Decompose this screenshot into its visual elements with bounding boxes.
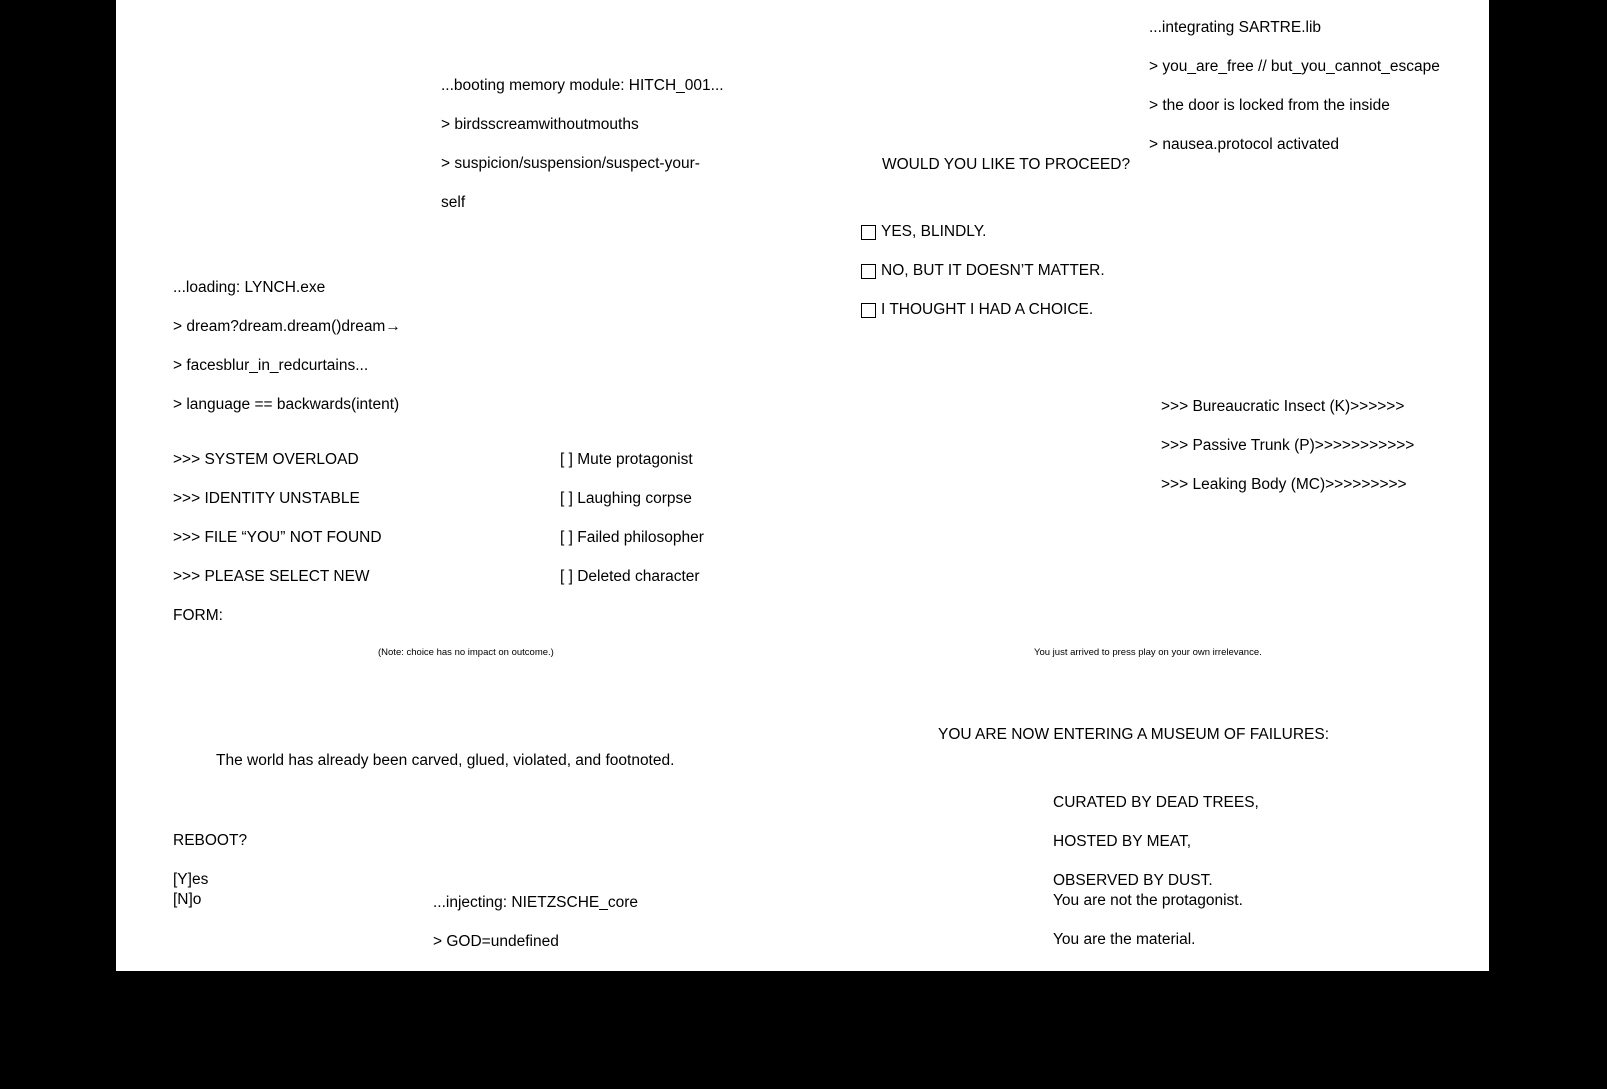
option-label: YES, BLINDLY.: [881, 223, 987, 240]
option-label: I THOUGHT I HAD A CHOICE.: [881, 301, 1094, 318]
forms-list: [1161, 377, 1414, 514]
checkbox-icon[interactable]: [861, 303, 876, 318]
world-statement: The world has already been carved, glued, violated, and footnoted.: [216, 752, 675, 769]
log-line: > abyss.abyss.abyss.gazes(): [433, 1050, 633, 1068]
system-log: [173, 430, 382, 646]
museum-title: YOU ARE NOW ENTERING A MUSEUM OF FAILURES:: [938, 726, 1330, 743]
option-no-doesnt-matter[interactable]: [861, 261, 1105, 280]
log-line: >>> SYSTEM OVERLOAD: [173, 450, 359, 468]
log-line: > you_are_free // but_you_cannot_escape: [1149, 57, 1440, 75]
log-line: gh();: [433, 1011, 465, 1029]
checkbox-icon[interactable]: [861, 264, 876, 279]
curator-line: CURATED BY DEAD TREES,: [1053, 793, 1259, 811]
form-option-leaking-body[interactable]: >>> Leaking Body (MC)>>>>>>>>>: [1161, 475, 1407, 493]
character-list: [560, 430, 704, 606]
log-line: >>> PLEASE SELECT NEW: [173, 568, 370, 586]
checkbox-icon[interactable]: [861, 225, 876, 240]
lynch-log: [173, 258, 401, 434]
log-line: >>> IDENTITY UNSTABLE: [173, 489, 360, 507]
character-option-laughing-corpse[interactable]: [ ] Laughing corpse: [560, 489, 692, 507]
log-line: > nausea.protocol activated: [1149, 136, 1340, 154]
statement-line: You are not the protagonist.: [1053, 891, 1243, 909]
log-line: > birdsscreamwithoutmouths: [441, 115, 639, 133]
log-line: >>> FILE “YOU” NOT FOUND: [173, 528, 382, 546]
page: [116, 0, 1489, 1068]
log-line: > ∞loop(): killGod(); become_hollow(); lau-: [433, 971, 725, 989]
log-line: > suspicion/suspension/suspect-your-: [441, 154, 700, 172]
material-statement: [1053, 871, 1243, 969]
form-option-passive-trunk[interactable]: >>> Passive Trunk (P)>>>>>>>>>>>: [1161, 436, 1415, 454]
proceed-question: WOULD YOU LIKE TO PROCEED?: [882, 156, 1131, 173]
note-irrelevance: You just arrived to press play on your own irrelevance.: [1034, 647, 1262, 658]
form-option-bureaucratic-insect[interactable]: >>> Bureaucratic Insect (K)>>>>>>: [1161, 397, 1405, 415]
log-line: > dream?dream.dream()dream→: [173, 317, 401, 335]
hitch-log: [441, 56, 724, 232]
log-line: > facesblur_in_redcurtains...: [173, 356, 369, 374]
nietzsche-log: [433, 873, 724, 1089]
option-yes-blindly[interactable]: [861, 222, 986, 241]
log-line: self: [441, 194, 466, 212]
reboot-no-option[interactable]: [N]o: [173, 891, 202, 908]
reboot-yes-option[interactable]: [Y]es: [173, 871, 209, 888]
option-label: NO, BUT IT DOESN’T MATTER.: [881, 262, 1105, 279]
log-line: > language == backwards(intent): [173, 396, 400, 414]
log-line: ...loading: LYNCH.exe: [173, 278, 326, 296]
log-line: > GOD=undefined: [433, 932, 559, 950]
log-line: ...integrating SARTRE.lib: [1149, 18, 1322, 36]
note-no-impact: (Note: choice has no impact on outcome.): [378, 647, 554, 658]
reboot-question: REBOOT?: [173, 832, 248, 849]
character-option-failed-philosopher[interactable]: [ ] Failed philosopher: [560, 528, 704, 546]
log-line: ...injecting: NIETZSCHE_core: [433, 893, 639, 911]
log-line: > the door is locked from the inside: [1149, 96, 1390, 114]
statement-line: You are the material.: [1053, 930, 1196, 948]
curator-line: HOSTED BY MEAT,: [1053, 832, 1192, 850]
log-line: FORM:: [173, 607, 223, 625]
character-option-deleted-character[interactable]: [ ] Deleted character: [560, 568, 700, 586]
curator-line: OBSERVED BY DUST.: [1053, 871, 1213, 889]
sartre-log: [1149, 0, 1440, 174]
character-option-mute-protagonist[interactable]: [ ] Mute protagonist: [560, 450, 693, 468]
log-line: ...booting memory module: HITCH_001...: [441, 76, 724, 94]
option-thought-choice[interactable]: [861, 300, 1093, 319]
